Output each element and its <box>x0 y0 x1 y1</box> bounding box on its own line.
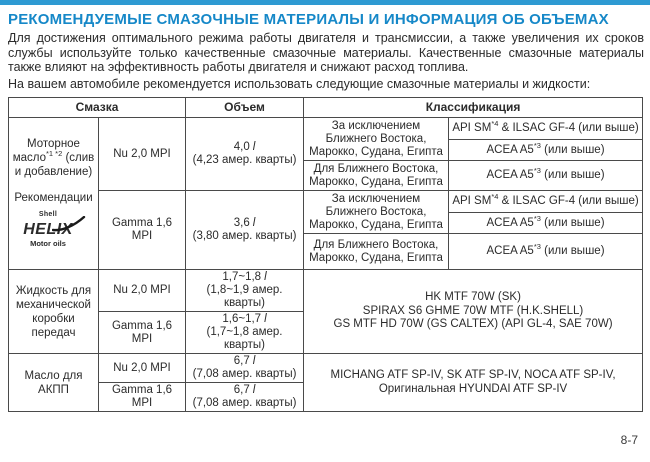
region-cell: Для Ближнего Востока, Марокко, Судана, Египта <box>304 234 449 270</box>
footnote-marker: *1 *2 <box>46 148 63 158</box>
footnote-marker: *4 <box>491 192 499 202</box>
table-row <box>9 270 643 312</box>
classification-cell: ACEA A5$^{*3}$ (или выше) <box>449 140 643 161</box>
liters-unit: l <box>264 313 267 325</box>
engine-cell: Nu 2,0 MPI <box>99 118 186 191</box>
liters-unit: l <box>252 384 256 396</box>
liters-unit: l <box>252 217 256 229</box>
lead-in-paragraph: На вашем автомобиле рекомендуется использовать следующие смазочные материалы и жидкости: <box>8 77 591 91</box>
shell-logo-text: Shell <box>38 210 58 218</box>
footnote-marker: *4 <box>491 119 499 129</box>
engine-cell: Gamma 1,6 MPI <box>99 383 186 412</box>
footnote-marker: *3 <box>533 213 541 223</box>
helix-logo-text: HELIX <box>23 220 73 238</box>
classification-cell: ACEA A5$^{*3}$ (или выше) <box>449 161 643 191</box>
volume-cell: 6,7 l (7,08 амер. кварты) <box>186 383 304 412</box>
engine-cell: Nu 2,0 MPI <box>99 354 186 383</box>
volume-cell: 3,6 l (3,80 амер. кварты) <box>186 191 304 270</box>
page-title: РЕКОМЕНДУЕМЫЕ СМАЗОЧНЫЕ МАТЕРИАЛЫ И ИНФОРМАЦИЯ ОБ ОБЪЕМАХ <box>8 11 609 28</box>
volume-cell: 6,7 l (7,08 амер. кварты) <box>186 354 304 383</box>
footnote-marker: *3 <box>533 242 541 252</box>
engine-cell: Nu 2,0 MPI <box>99 270 186 312</box>
footnote-marker: *3 <box>533 140 541 150</box>
shell-helix-logo <box>12 208 84 251</box>
header-volume: Объем <box>186 98 304 118</box>
liters-unit: l <box>252 355 256 367</box>
engine-cell: Gamma 1,6 MPI <box>99 191 186 270</box>
classification-cell: HK MTF 70W (SK) SPIRAX S6 GHME 70W MTF (H.K.SHELL) GS MTF HD 70W (GS CALTEX) (API GL-4, SAE 70W) <box>304 270 643 354</box>
header-classification: Классификация <box>304 98 643 118</box>
category-automatic-transmission: Масло для АКПП <box>9 354 99 412</box>
table-row <box>9 191 643 213</box>
volume-cell: 1,7~1,8 l (1,8~1,9 амер. кварты) <box>186 270 304 312</box>
lubricant-spec-table <box>8 97 643 412</box>
table-row <box>9 118 643 140</box>
classification-cell: ACEA A5$^{*3}$ (или выше) <box>449 234 643 270</box>
engine-cell: Gamma 1,6 MPI <box>99 312 186 354</box>
helix-swoosh-icon <box>52 216 86 232</box>
category-manual-transmission: Жидкость для механической коробки передач <box>9 270 99 354</box>
region-cell: За исключением Ближнего Востока, Марокко, Судана, Египта <box>304 118 449 161</box>
table-header-row <box>9 98 643 118</box>
recommendation-label: Рекомендации <box>14 191 93 204</box>
liters-unit: l <box>252 141 256 153</box>
classification-cell: API SM$^{*4}$ & ILSAC GF-4 (или выше) <box>449 118 643 140</box>
motor-oils-logo-text: Motor oils <box>30 238 66 248</box>
motor-oil-label: Моторное масло$^{*1 *2}$ (слив и добавление) <box>12 137 95 178</box>
classification-cell: API SM$^{*4}$ & ILSAC GF-4 (или выше) <box>449 191 643 213</box>
header-lubricant: Смазка <box>9 98 186 118</box>
volume-cell: 1,6~1,7 l (1,7~1,8 амер. кварты) <box>186 312 304 354</box>
region-cell: За исключением Ближнего Востока, Марокко, Судана, Египта <box>304 191 449 234</box>
volume-cell: 4,0 l (4,23 амер. кварты) <box>186 118 304 191</box>
classification-cell: ACEA A5$^{*3}$ (или выше) <box>449 213 643 234</box>
classification-cell: MICHANG ATF SP-IV, SK ATF SP-IV, NOCA ATF SP-IV, Оригинальная HYUNDAI ATF SP-IV <box>304 354 643 412</box>
category-motor-oil <box>9 118 99 270</box>
page-number: 8-7 <box>620 433 638 447</box>
table-row <box>9 354 643 383</box>
intro-paragraph: Для достижения оптимального режима работы двигателя и трансмиссии, а также увеличения их сроков службы используйте только качественные смазочные материалы. Качественные смазочные материалы также влияют на эффективность работы двигателя и снижают расход топлива. <box>8 31 644 74</box>
liters-unit: l <box>264 271 267 283</box>
top-accent-rule <box>0 0 650 5</box>
region-cell: Для Ближнего Востока, Марокко, Судана, Египта <box>304 161 449 191</box>
footnote-marker: *3 <box>533 166 541 176</box>
